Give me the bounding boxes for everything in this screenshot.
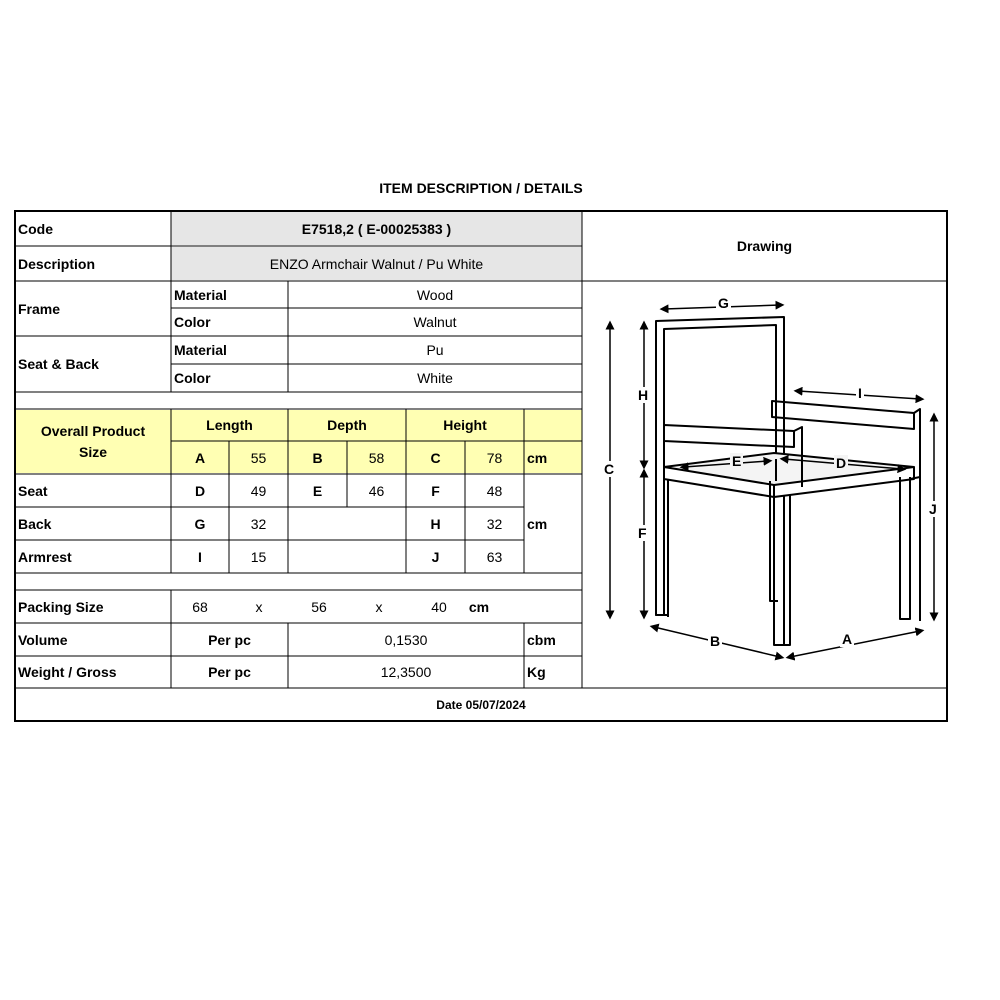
drawing-letter-h: H (638, 387, 649, 403)
chair-seat (664, 453, 914, 485)
drawing-letter-e: E (732, 453, 742, 469)
armrest-j-value: 63 (486, 548, 503, 565)
overall-unit: cm (527, 449, 548, 466)
seat-e-value: 46 (368, 482, 385, 499)
description-value: ENZO Armchair Walnut / Pu White (269, 255, 484, 272)
drawing-letter-b: B (710, 633, 721, 649)
armrest-j-letter: J (431, 548, 440, 565)
seat-back-label: Seat & Back (18, 356, 99, 372)
frame-material-label: Material (174, 286, 227, 303)
weight-per: Per pc (208, 664, 251, 680)
packing-height: 40 (431, 598, 447, 615)
page-title: ITEM DESCRIPTION / DETAILS (379, 180, 583, 196)
packing-sep-1: x (255, 598, 263, 615)
date-footer: Date 05/07/2024 (436, 697, 526, 712)
weight-unit: Kg (527, 664, 546, 680)
chair-rear-leg (656, 471, 668, 615)
overall-size-label: Overall Product Size (40, 422, 146, 460)
depth-value: 58 (368, 449, 385, 466)
back-g-value: 32 (250, 515, 267, 532)
armrest-i-value: 15 (250, 548, 267, 565)
code-label: Code (18, 220, 53, 237)
seat-f-letter: F (431, 482, 440, 499)
details-table (14, 210, 948, 722)
weight-value: 12,3500 (380, 664, 432, 680)
frame-color-label: Color (174, 314, 211, 330)
depth-header: Depth (327, 417, 367, 433)
drawing-letter-c: C (604, 461, 615, 477)
seat-back-material-label: Material (174, 342, 227, 358)
seat-back-color-value: White (417, 370, 453, 386)
drawing-label: Drawing (736, 238, 793, 254)
back-label: Back (18, 515, 52, 532)
volume-label: Volume (18, 631, 68, 648)
length-value: 55 (250, 449, 267, 466)
drawing-letter-g: G (718, 295, 729, 311)
drawing-letter-j: J (929, 501, 937, 517)
weight-label: Weight / Gross (18, 664, 117, 680)
seat-label: Seat (18, 482, 48, 499)
length-letter: A (194, 449, 206, 466)
packing-width: 56 (311, 598, 327, 615)
code-value: E7518,2 ( E-00025383 ) (301, 220, 452, 237)
packing-unit: cm (468, 598, 490, 615)
frame-label: Frame (18, 300, 61, 317)
frame-material-value: Wood (416, 286, 454, 303)
chair-right-armrest (772, 401, 914, 429)
seat-f-value: 48 (486, 482, 503, 499)
packing-label: Packing Size (18, 598, 104, 615)
seat-d-letter: D (194, 482, 206, 499)
length-header: Length (206, 417, 253, 433)
chair-drawing-svg (584, 281, 948, 689)
back-h-value: 32 (486, 515, 503, 532)
chair-drawing (584, 281, 948, 689)
height-header: Height (443, 417, 487, 433)
depth-letter: B (312, 449, 323, 466)
packing-sep-2: x (375, 598, 383, 615)
chair-left-armrest (664, 425, 794, 447)
seat-e-letter: E (312, 482, 323, 499)
drawing-letter-i: I (858, 385, 862, 401)
armrest-i-letter: I (198, 548, 202, 565)
armrest-label: Armrest (18, 548, 72, 565)
drawing-letter-d: D (836, 455, 847, 471)
packing-length: 68 (192, 598, 208, 615)
drawing-letter-f: F (638, 525, 647, 541)
description-label: Description (18, 255, 96, 272)
frame-color-value: Walnut (413, 314, 457, 330)
volume-value: 0,1530 (384, 631, 428, 648)
height-letter: C (430, 449, 441, 466)
back-h-letter: H (430, 515, 441, 532)
height-value: 78 (486, 449, 503, 466)
chair-front-leg (774, 495, 784, 645)
back-g-letter: G (194, 515, 206, 532)
volume-per: Per pc (208, 631, 251, 648)
seat-back-color-label: Color (174, 370, 211, 386)
seat-back-material-value: Pu (426, 342, 444, 358)
volume-unit: cbm (527, 631, 556, 648)
drawing-letter-a: A (842, 631, 853, 647)
seat-d-value: 49 (250, 482, 267, 499)
dims-unit: cm (527, 515, 548, 532)
